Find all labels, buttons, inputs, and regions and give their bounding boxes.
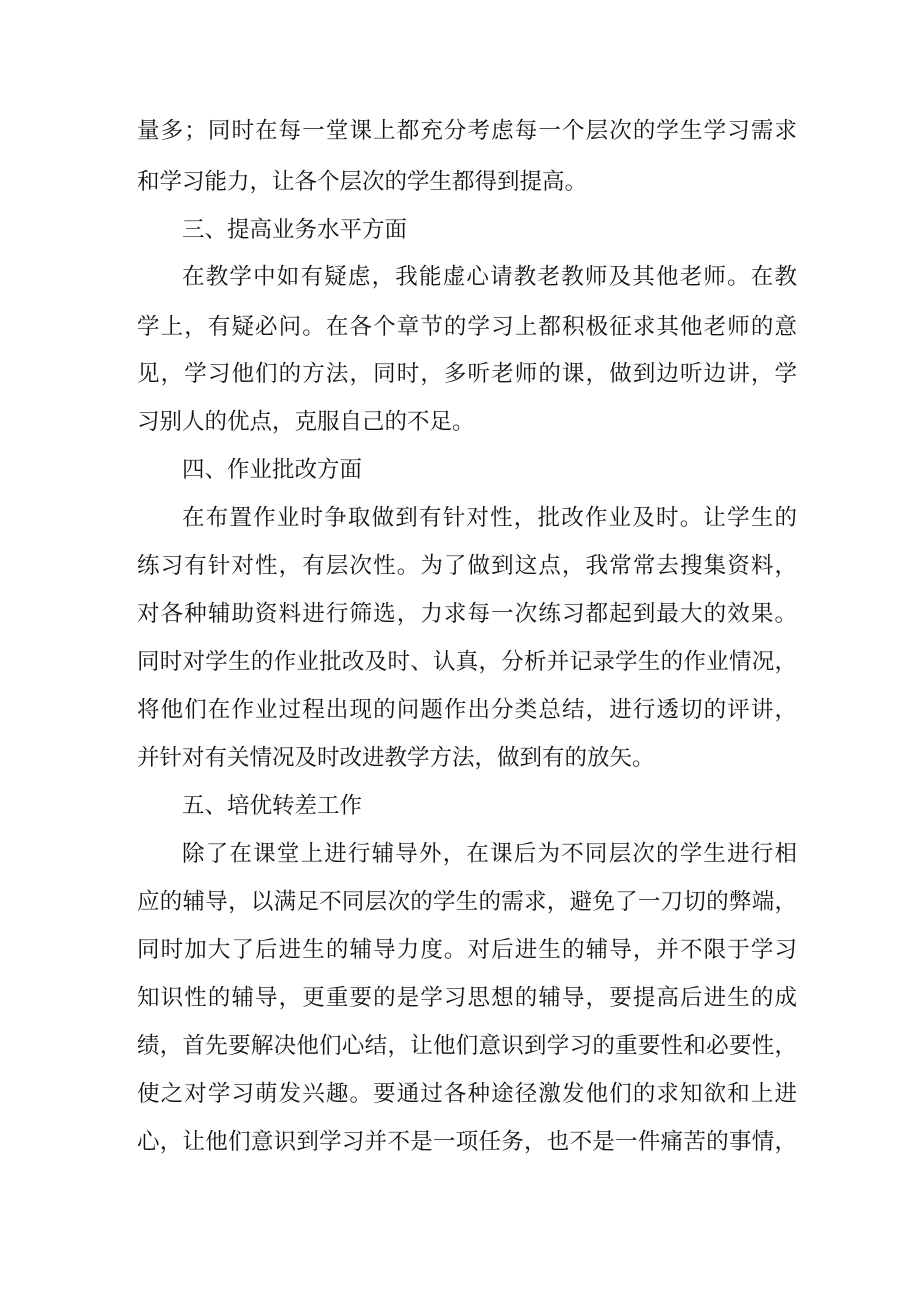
body-text-line: 心，让他们意识到学习并不是一项任务，也不是一件痛苦的事情， bbox=[137, 1129, 797, 1155]
body-text-line: 学上，有疑必问。在各个章节的学习上都积极征求其他老师的意 bbox=[137, 314, 797, 340]
section-heading: 四、作业批改方面 bbox=[182, 457, 363, 483]
body-text-line: 同时对学生的作业批改及时、认真，分析并记录学生的作业情况， bbox=[137, 649, 797, 675]
body-text-line: 将他们在作业过程出现的问题作出分类总结，进行透切的评讲， bbox=[137, 697, 797, 723]
body-text-line: 在教学中如有疑虑，我能虚心请教老教师及其他老师。在教 bbox=[182, 264, 797, 290]
body-text-line: 练习有针对性，有层次性。为了做到这点，我常常去搜集资料， bbox=[137, 553, 797, 579]
body-text-line: 和学习能力，让各个层次的学生都得到提高。 bbox=[137, 169, 588, 195]
body-text-line: 应的辅导，以满足不同层次的学生的需求，避免了一刀切的弊端， bbox=[137, 889, 797, 915]
body-text-line: 在布置作业时争取做到有针对性，批改作业及时。让学生的 bbox=[182, 505, 797, 531]
body-text-line: 同时加大了后进生的辅导力度。对后进生的辅导，并不限于学习 bbox=[137, 937, 797, 963]
body-text-line: 对各种辅助资料进行筛选，力求每一次练习都起到最大的效果。 bbox=[137, 601, 797, 627]
section-heading: 五、培优转差工作 bbox=[182, 793, 363, 819]
body-text-line: 习别人的优点，克服自己的不足。 bbox=[137, 409, 475, 435]
body-text-line: 量多；同时在每一堂课上都充分考虑每一个层次的学生学习需求 bbox=[137, 118, 797, 144]
body-text-line: 使之对学习萌发兴趣。要通过各种途径激发他们的求知欲和上进 bbox=[137, 1081, 797, 1107]
body-text-line: 见，学习他们的方法，同时，多听老师的课，做到边听边讲，学 bbox=[137, 361, 797, 387]
body-text-line: 知识性的辅导，更重要的是学习思想的辅导，要提高后进生的成 bbox=[137, 985, 797, 1011]
section-heading: 三、提高业务水平方面 bbox=[182, 217, 408, 243]
body-text-line: 并针对有关情况及时改进教学方法，做到有的放矢。 bbox=[137, 745, 655, 771]
body-text-line: 除了在课堂上进行辅导外，在课后为不同层次的学生进行相 bbox=[182, 841, 797, 867]
body-text-line: 绩，首先要解决他们心结，让他们意识到学习的重要性和必要性， bbox=[137, 1033, 797, 1059]
